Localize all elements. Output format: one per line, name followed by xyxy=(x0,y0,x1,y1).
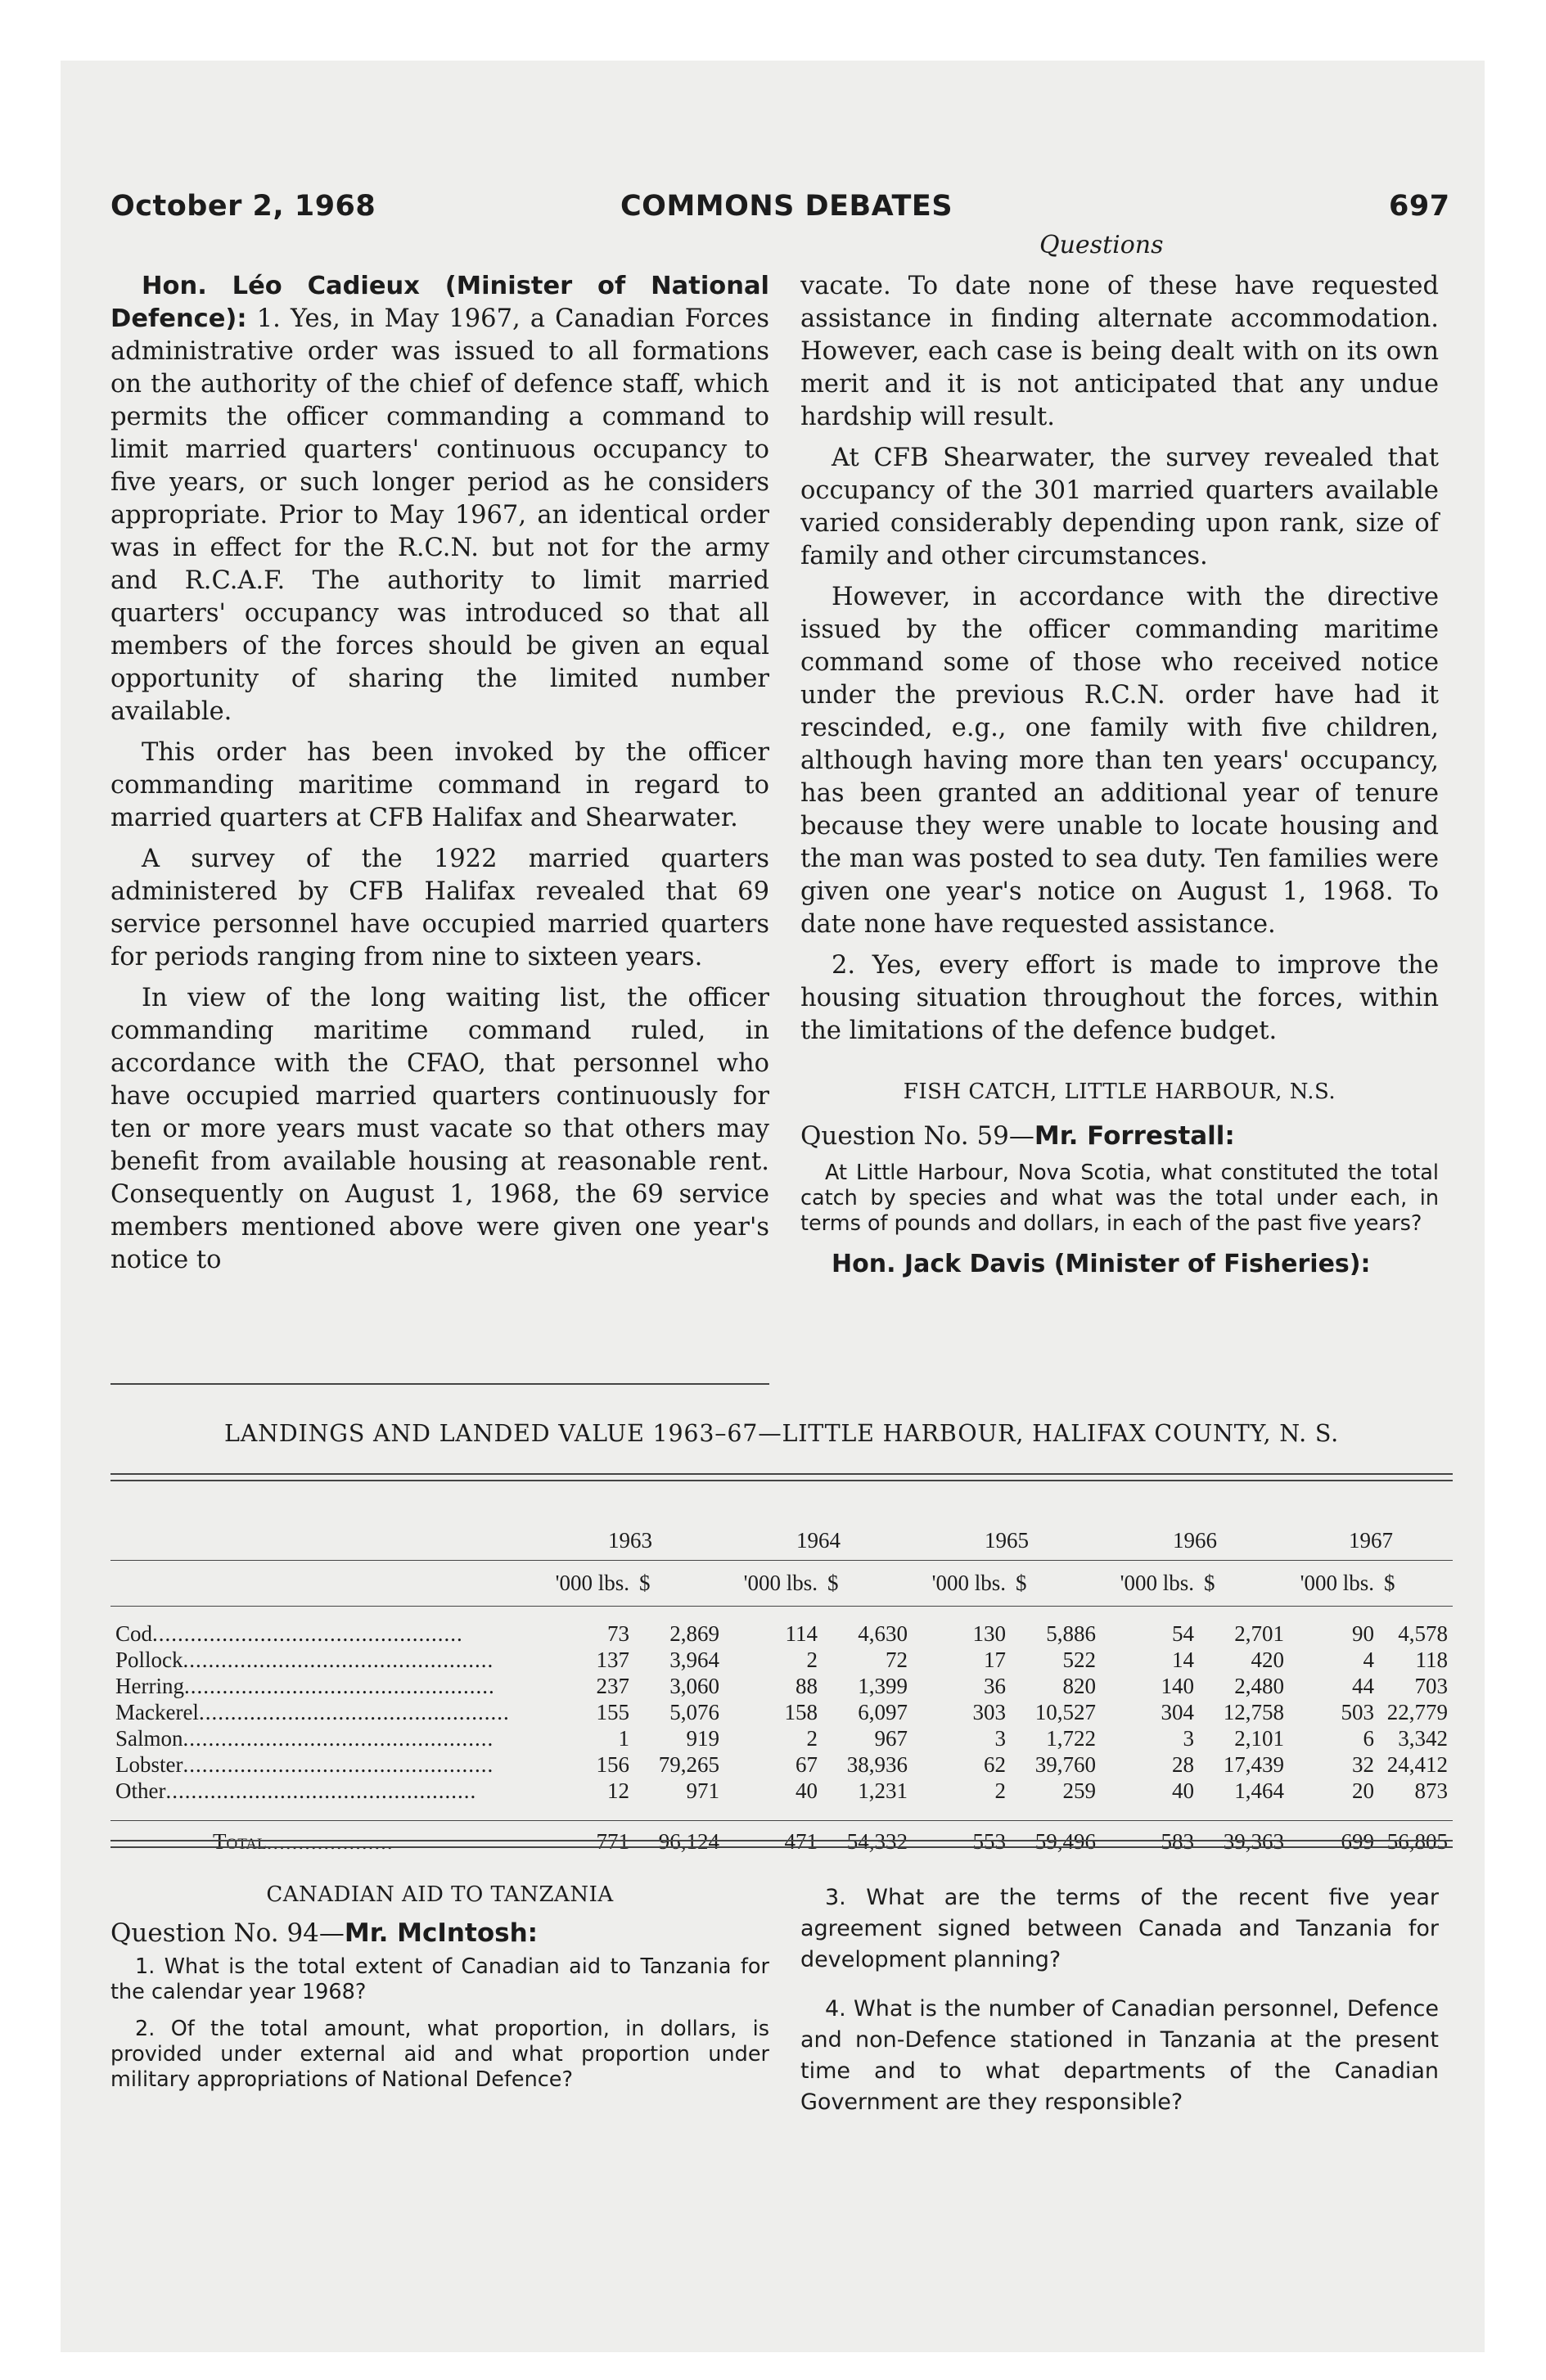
unit-lbs: '000 lbs. xyxy=(743,1570,818,1595)
unit-dollar: $ xyxy=(639,1570,651,1595)
value-cell: 155 xyxy=(596,1699,629,1724)
table-row xyxy=(110,1699,1453,1725)
value-cell: 39,760 xyxy=(1034,1751,1096,1777)
table-row xyxy=(110,1647,1453,1673)
unit-dollar: $ xyxy=(827,1570,839,1595)
speaker-cadieux: Hon. Léo Cadieux (Minister of National Defence): xyxy=(110,272,769,333)
species-cell: Salmon................................................. xyxy=(115,1725,494,1751)
species-cell: Herring................................................. xyxy=(115,1673,495,1698)
tanzania-question-2: 2. Of the total amount, what proportion, in dollars, is provided under external aid and what proportion under military appropriations of National Defence? xyxy=(110,2017,769,2092)
value-cell: 5,886 xyxy=(1046,1620,1096,1646)
section-label: Questions xyxy=(1039,231,1164,259)
table-bottom-rule-1 xyxy=(110,1840,1453,1841)
value-cell: 820 xyxy=(1062,1673,1096,1698)
value-cell: 67 xyxy=(796,1751,818,1777)
value-cell: 2,701 xyxy=(1234,1620,1284,1646)
fish-catch-title: FISH CATCH, LITTLE HARBOUR, N.S. xyxy=(903,1080,1336,1104)
value-cell: 114 xyxy=(785,1620,818,1646)
year-header-row xyxy=(110,1522,1453,1560)
value-cell: 62 xyxy=(984,1751,1006,1777)
unit-dollar: $ xyxy=(1204,1570,1215,1595)
total-cell: 471 xyxy=(784,1828,818,1854)
year-1967: 1967 xyxy=(1349,1528,1393,1553)
table-bottom-rule-2 xyxy=(110,1846,1453,1848)
year-1966: 1966 xyxy=(1173,1528,1217,1553)
value-cell: 130 xyxy=(972,1620,1006,1646)
total-cell: 39,363 xyxy=(1223,1828,1284,1854)
value-cell: 20 xyxy=(1352,1778,1374,1803)
species-cell: Other................................................. xyxy=(115,1778,477,1803)
value-cell: 40 xyxy=(1172,1778,1194,1803)
value-cell: 4 xyxy=(1363,1647,1374,1672)
left-column xyxy=(110,270,769,1285)
value-cell: 36 xyxy=(984,1673,1006,1698)
tanzania-questions-right xyxy=(800,1882,1439,2130)
value-cell: 1,231 xyxy=(858,1778,908,1803)
unit-dollar: $ xyxy=(1016,1570,1027,1595)
value-cell: 12 xyxy=(607,1778,629,1803)
table-body xyxy=(110,1620,1453,1804)
value-cell: 303 xyxy=(972,1699,1006,1724)
value-cell: 40 xyxy=(796,1778,818,1803)
value-cell: 72 xyxy=(886,1647,908,1672)
header-title: COMMONS DEBATES xyxy=(620,190,953,223)
answer-continued-paragraph: vacate. To date none of these have requested assistance in finding alternate accommodation. However, each case is being dealt with on its own merit and it is not anticipated that any undue hardship will result. xyxy=(800,272,1439,431)
total-cell: 56,805 xyxy=(1386,1828,1448,1854)
table-row xyxy=(110,1751,1453,1778)
species-cell: Cod................................................. xyxy=(115,1620,463,1646)
value-cell: 17,439 xyxy=(1223,1751,1284,1777)
value-cell: 156 xyxy=(596,1751,629,1777)
table-top-rule-2 xyxy=(110,1480,1453,1481)
total-label: Total.................... xyxy=(213,1828,394,1854)
answer-2-paragraph: 2. Yes, every effort is made to improve the housing situation throughout the forces, within the limitations of the defence budget. xyxy=(800,951,1439,1045)
fish-question-line: Question No. 59—Mr. Forrestall: xyxy=(800,1121,1235,1151)
value-cell: 967 xyxy=(874,1725,908,1751)
value-cell: 137 xyxy=(596,1647,629,1672)
table-row xyxy=(110,1725,1453,1751)
speaker-davis: Hon. Jack Davis (Minister of Fisheries): xyxy=(832,1250,1371,1278)
questioner-mcintosh: Mr. McIntosh: xyxy=(344,1918,539,1948)
value-cell: 3 xyxy=(994,1725,1006,1751)
value-cell: 971 xyxy=(686,1778,719,1803)
value-cell: 2 xyxy=(806,1725,818,1751)
unit-header-row xyxy=(110,1560,1453,1606)
answer-paragraph-4: In view of the long waiting list, the officer commanding maritime command ruled, in accordance with the CFAO, that personnel who have occupied married quarters continuously for ten or more years must vacate so that others may benefit from available housing at reasonable rent. Consequently on August 1, 1968, the 69 service members mentioned above were given one year's notice to xyxy=(110,984,769,1274)
value-cell: 703 xyxy=(1414,1673,1448,1698)
value-cell: 6 xyxy=(1363,1725,1374,1751)
fish-question-text: At Little Harbour, Nova Scotia, what constituted the total catch by species and what was the total under each, in terms of pounds and dollars, in each of the past five years? xyxy=(800,1161,1439,1236)
value-cell: 259 xyxy=(1062,1778,1096,1803)
shearwater-paragraph: At CFB Shearwater, the survey revealed that occupancy of the 301 married quarters available varied considerably depending upon rank, size of family and other circumstances. xyxy=(800,444,1439,570)
value-cell: 2 xyxy=(994,1778,1006,1803)
value-cell: 4,578 xyxy=(1398,1620,1448,1646)
species-cell: Mackerel................................................. xyxy=(115,1699,510,1724)
value-cell: 1,464 xyxy=(1234,1778,1284,1803)
value-cell: 2 xyxy=(806,1647,818,1672)
species-cell: Lobster................................................. xyxy=(115,1751,494,1777)
questioner-forrestall: Mr. Forrestall: xyxy=(1034,1121,1235,1151)
value-cell: 503 xyxy=(1341,1699,1374,1724)
total-cell: 583 xyxy=(1161,1828,1194,1854)
value-cell: 1 xyxy=(618,1725,629,1751)
value-cell: 38,936 xyxy=(846,1751,908,1777)
value-cell: 4,630 xyxy=(858,1620,908,1646)
header-date: October 2, 1968 xyxy=(110,190,376,223)
header-page-number: 697 xyxy=(1389,190,1450,223)
answer-paragraph-1: Hon. Léo Cadieux (Minister of National Defence): 1. Yes, in May 1967, a Canadian Forces administrative order was issued to all formations on the authority of the chief of defence staff, which permits the officer commanding a command to limit married quarters' continuous occupancy to five years, or such longer period as he considers appropriate. Prior to May 1967, an identical order was in effect for the R.C.N. but not for the army and R.C.A.F. The authority to limit married quarters' occupancy was introduced so that all members of the forces should be given an equal opportunity of sharing the limited number available. xyxy=(110,272,769,726)
value-cell: 24,412 xyxy=(1386,1751,1448,1777)
value-cell: 44 xyxy=(1352,1673,1374,1698)
value-cell: 32 xyxy=(1352,1751,1374,1777)
unit-dollar: $ xyxy=(1384,1570,1395,1595)
value-cell: 79,265 xyxy=(658,1751,719,1777)
value-cell: 1,722 xyxy=(1046,1725,1096,1751)
tanzania-question-4: 4. What is the number of Canadian personnel, Defence and non-Defence stationed in Tanzania at the present time and to what departments of the Canadian Government are they responsible? xyxy=(800,1996,1439,2115)
value-cell: 304 xyxy=(1161,1699,1194,1724)
year-1964: 1964 xyxy=(796,1528,841,1553)
value-cell: 88 xyxy=(796,1673,818,1698)
value-cell: 5,076 xyxy=(669,1699,719,1724)
value-cell: 6,097 xyxy=(858,1699,908,1724)
value-cell: 17 xyxy=(984,1647,1006,1672)
table-top-rule-1 xyxy=(110,1473,1453,1475)
unit-lbs: '000 lbs. xyxy=(1300,1570,1374,1595)
table-row xyxy=(110,1620,1453,1647)
tanzania-question-line: Question No. 94—Mr. McIntosh: xyxy=(110,1918,539,1948)
total-row xyxy=(110,1820,1453,1863)
value-cell: 2,101 xyxy=(1234,1725,1284,1751)
tanzania-question-1: 1. What is the total extent of Canadian aid to Tanzania for the calendar year 1968? xyxy=(110,1954,769,2004)
year-1965: 1965 xyxy=(985,1528,1029,1553)
year-1963: 1963 xyxy=(608,1528,652,1553)
value-cell: 3,964 xyxy=(669,1647,719,1672)
value-cell: 158 xyxy=(784,1699,818,1724)
value-cell: 28 xyxy=(1172,1751,1194,1777)
table-row xyxy=(110,1673,1453,1699)
value-cell: 12,758 xyxy=(1223,1699,1284,1724)
value-cell: 522 xyxy=(1062,1647,1096,1672)
tanzania-question-3: 3. What are the terms of the recent five year agreement signed between Canada and Tanzania for development planning? xyxy=(800,1885,1439,1972)
answer-paragraph-3: A survey of the 1922 married quarters administered by CFB Halifax revealed that 69 service personnel have occupied married quarters for periods ranging from nine to sixteen years. xyxy=(110,845,769,971)
total-cell: 54,332 xyxy=(846,1828,908,1854)
value-cell: 237 xyxy=(596,1673,629,1698)
table-row xyxy=(110,1778,1453,1804)
landings-table xyxy=(110,1522,1453,1863)
total-cell: 59,496 xyxy=(1034,1828,1096,1854)
tanzania-left-column xyxy=(110,1882,769,2104)
total-cell: 699 xyxy=(1341,1828,1374,1854)
value-cell: 10,527 xyxy=(1034,1699,1096,1724)
unit-lbs: '000 lbs. xyxy=(555,1570,629,1595)
value-cell: 919 xyxy=(686,1725,719,1751)
value-cell: 3 xyxy=(1183,1725,1194,1751)
total-cell: 96,124 xyxy=(658,1828,719,1854)
total-cell: 553 xyxy=(972,1828,1006,1854)
tanzania-questions-left xyxy=(110,1954,769,2093)
value-cell: 2,480 xyxy=(1234,1673,1284,1698)
column-end-rule xyxy=(110,1383,769,1385)
answer-paragraph-2: This order has been invoked by the officer commanding maritime command in regard to married quarters at CFB Halifax and Shearwater. xyxy=(110,738,769,832)
value-cell: 73 xyxy=(607,1620,629,1646)
value-cell: 3,060 xyxy=(669,1673,719,1698)
unit-lbs: '000 lbs. xyxy=(931,1570,1006,1595)
total-cell: 771 xyxy=(596,1828,629,1854)
value-cell: 2,869 xyxy=(669,1620,719,1646)
value-cell: 90 xyxy=(1352,1620,1374,1646)
right-column xyxy=(800,270,1439,1281)
value-cell: 873 xyxy=(1414,1778,1448,1803)
value-cell: 420 xyxy=(1251,1647,1284,1672)
value-cell: 140 xyxy=(1161,1673,1194,1698)
value-cell: 22,779 xyxy=(1386,1699,1448,1724)
directive-paragraph: However, in accordance with the directive issued by the officer commanding maritime command some of those who received notice under the previous R.C.N. order have had it rescinded, e.g., one family with five children, although having more than ten years' occupancy, has been granted an additional year of tenure because they were unable to locate housing and the man was posted to sea duty. Ten families were given one year's notice on August 1, 1968. To date none have requested assistance. xyxy=(800,583,1439,939)
species-cell: Pollock................................................. xyxy=(115,1647,494,1672)
value-cell: 14 xyxy=(1172,1647,1194,1672)
tanzania-title: CANADIAN AID TO TANZANIA xyxy=(266,1882,614,1907)
value-cell: 54 xyxy=(1172,1620,1194,1646)
value-cell: 118 xyxy=(1415,1647,1448,1672)
unit-lbs: '000 lbs. xyxy=(1120,1570,1194,1595)
value-cell: 3,342 xyxy=(1398,1725,1448,1751)
table-title: LANDINGS AND LANDED VALUE 1963–67—LITTLE HARBOUR, HALIFAX COUNTY, N. S. xyxy=(224,1420,1339,1447)
value-cell: 1,399 xyxy=(858,1673,908,1698)
